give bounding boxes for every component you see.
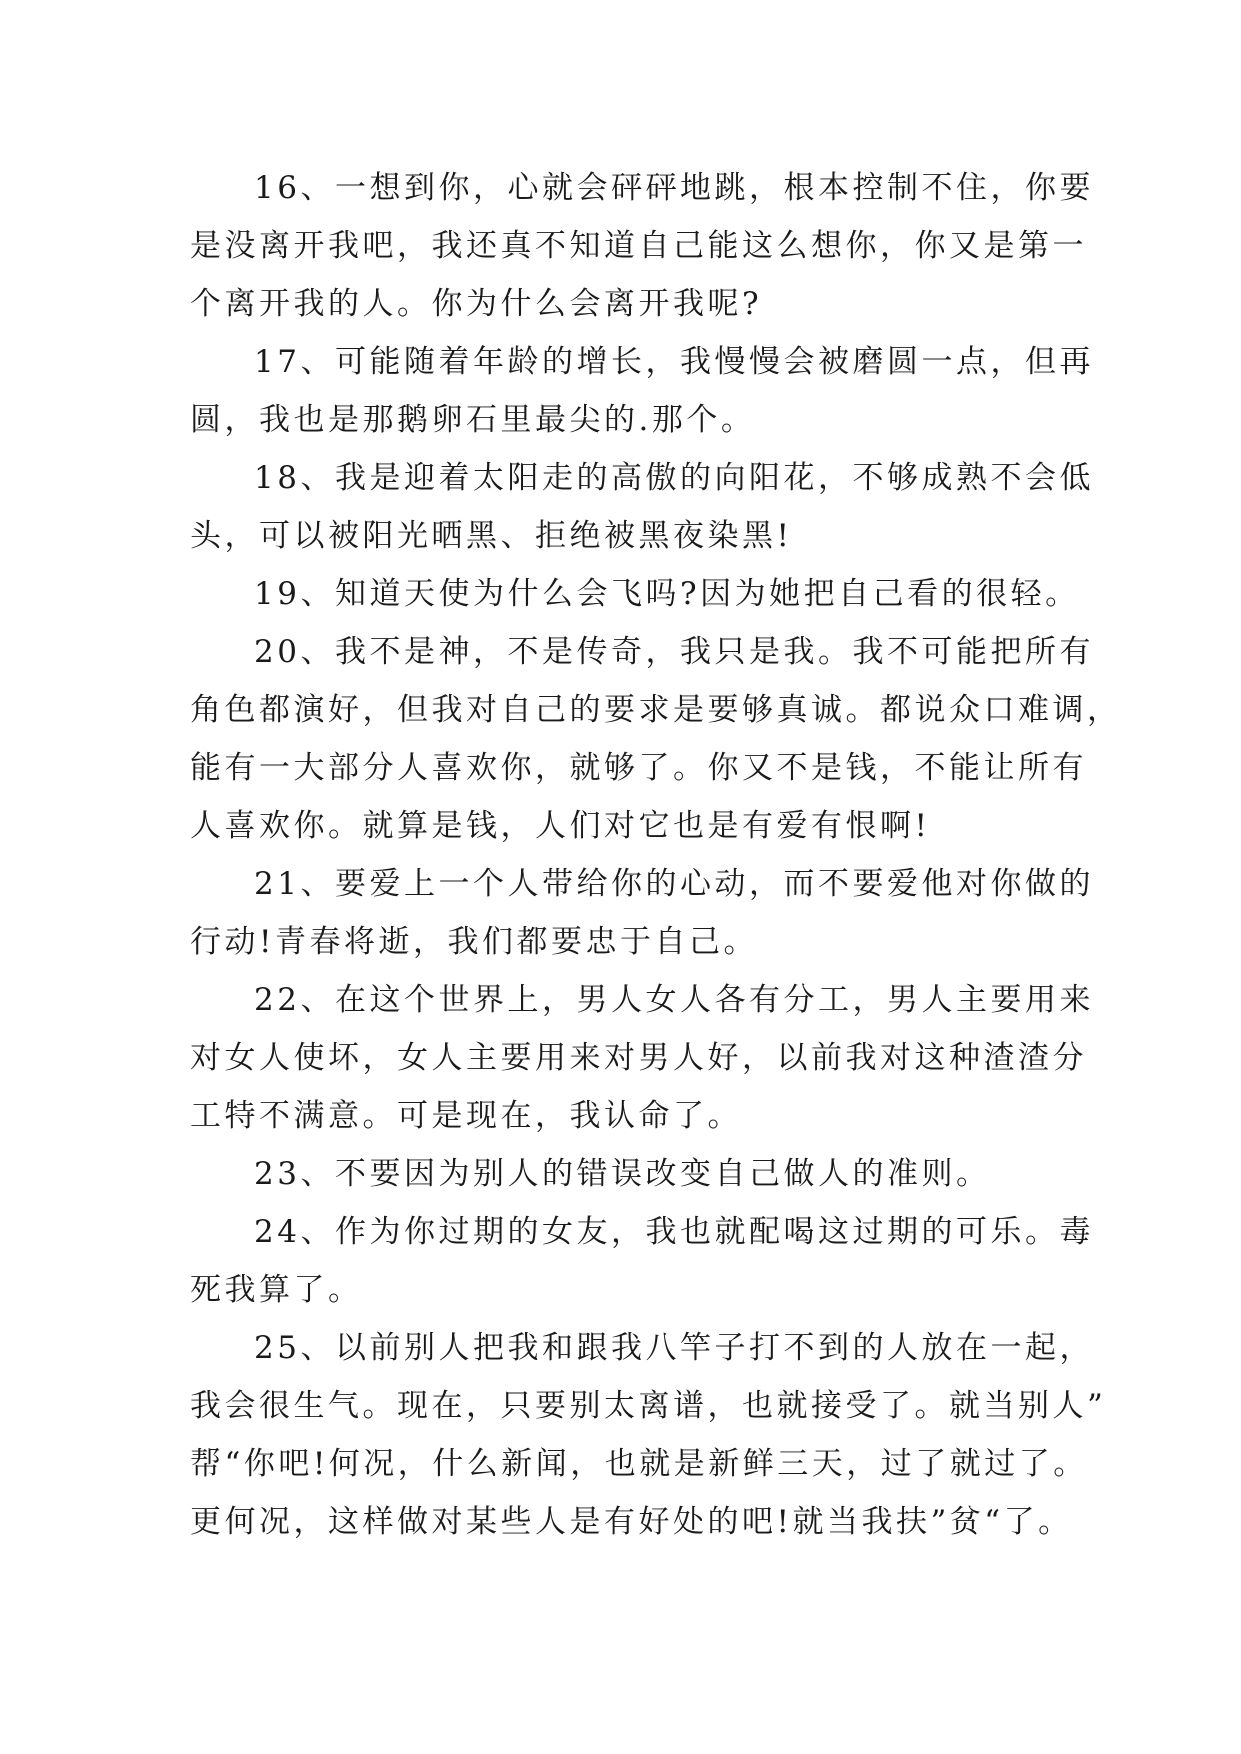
paragraph-20-line-4: 人喜欢你。就算是钱，人们对它也是有爱有恨啊! [190, 808, 931, 844]
paragraph-19-line-1: 19、知道天使为什么会飞吗?因为她把自己看的很轻。 [254, 576, 1080, 612]
paragraph-18-line-1: 18、我是迎着太阳走的高傲的向阳花，不够成熟不会低 [254, 460, 1094, 496]
paragraph-17-line-2: 圆，我也是那鹅卵石里最尖的.那个。 [190, 402, 756, 438]
paragraph-16-line-2: 是没离开我吧，我还真不知道自己能这么想你，你又是第一 [190, 228, 1087, 264]
paragraph-25-line-2: 我会很生气。现在，只要别太离谱，也就接受了。就当别人” [190, 1388, 1107, 1424]
paragraph-25-line-4: 更何况，这样做对某些人是有好处的吧!就当我扶”贫“了。 [190, 1504, 1073, 1540]
paragraph-21-line-2: 行动!青春将逝，我们都要忠于自己。 [190, 924, 758, 960]
paragraph-18-line-2: 头，可以被阳光晒黑、拒绝被黑夜染黑! [190, 518, 793, 554]
paragraph-22-line-1: 22、在这个世界上，男人女人各有分工，男人主要用来 [254, 982, 1094, 1018]
paragraph-16-line-1: 16、一想到你，心就会砰砰地跳，根本控制不住，你要 [254, 170, 1094, 206]
paragraph-23-line-1: 23、不要因为别人的错误改变自己做人的准则。 [254, 1156, 991, 1192]
paragraph-20-line-3: 能有一大部分人喜欢你，就够了。你又不是钱，不能让所有 [190, 750, 1087, 786]
paragraph-22-line-3: 工特不满意。可是现在，我认命了。 [190, 1098, 742, 1134]
paragraph-16-line-3: 个离开我的人。你为什么会离开我呢? [190, 286, 763, 322]
paragraph-24-line-2: 死我算了。 [190, 1272, 363, 1308]
paragraph-22-line-2: 对女人使坏，女人主要用来对男人好，以前我对这种渣渣分 [190, 1040, 1087, 1076]
paragraph-20-line-1: 20、我不是神，不是传奇，我只是我。我不可能把所有 [254, 634, 1094, 670]
paragraph-25-line-3: 帮“你吧!何况，什么新闻，也就是新鲜三天，过了就过了。 [190, 1446, 1088, 1482]
paragraph-24-line-1: 24、作为你过期的女友，我也就配喝这过期的可乐。毒 [254, 1214, 1094, 1250]
paragraph-21-line-1: 21、要爱上一个人带给你的心动，而不要爱他对你做的 [254, 866, 1094, 902]
paragraph-25-line-1: 25、以前别人把我和跟我八竿子打不到的人放在一起， [254, 1330, 1094, 1366]
paragraph-20-line-2: 角色都演好，但我对自己的要求是要够真诚。都说众口难调， [190, 692, 1122, 728]
paragraph-17-line-1: 17、可能随着年龄的增长，我慢慢会被磨圆一点，但再 [254, 344, 1094, 380]
